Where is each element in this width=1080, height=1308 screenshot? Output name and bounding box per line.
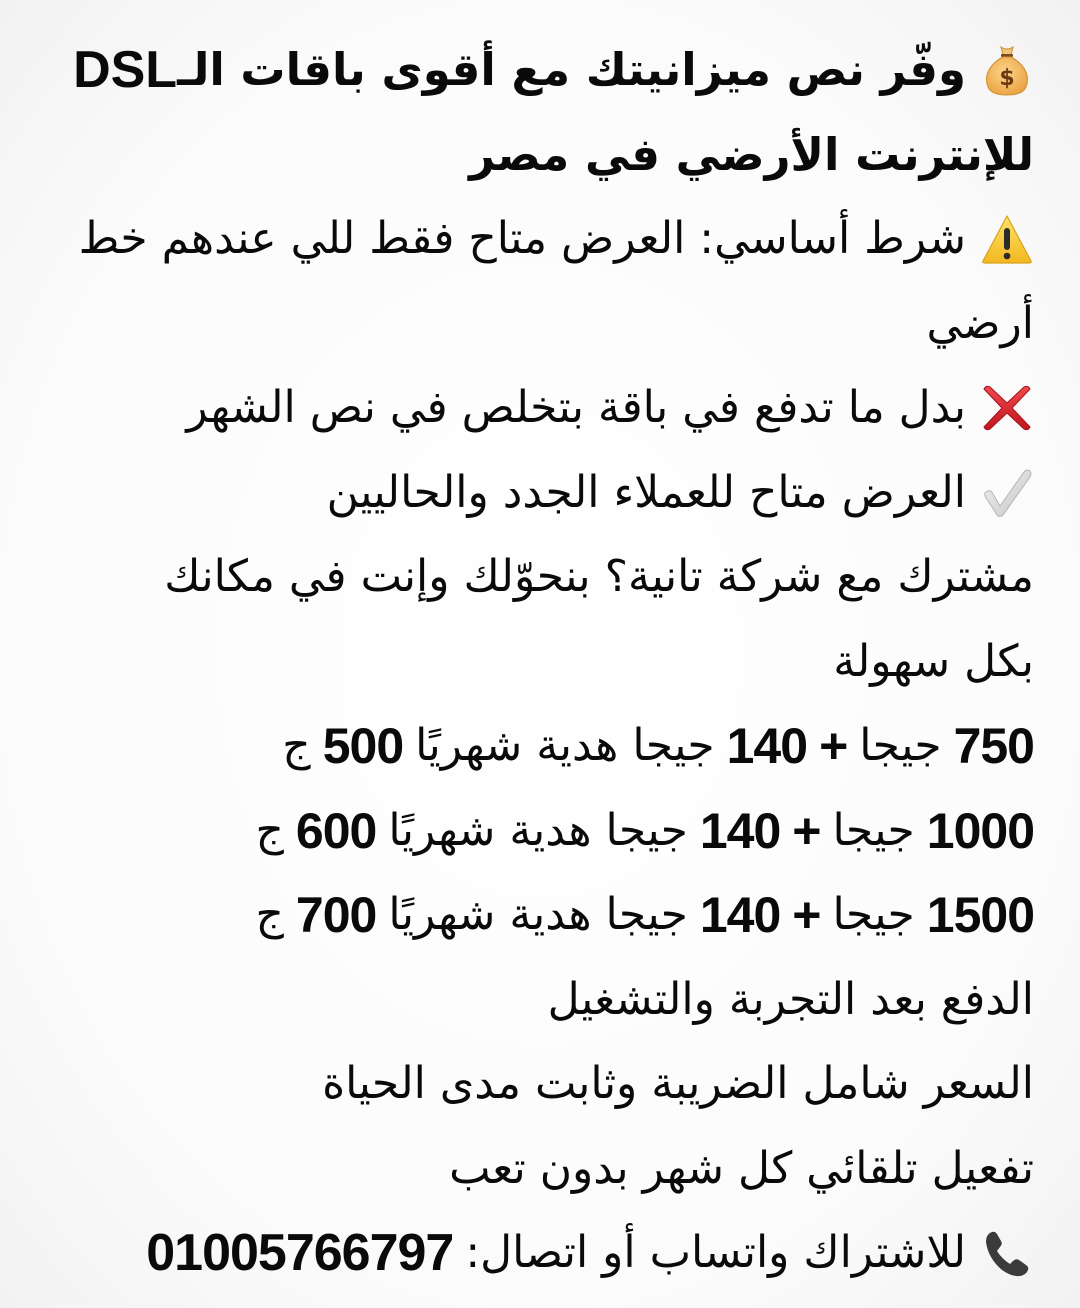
package-gb: 1000 bbox=[926, 802, 1034, 859]
feature-line bbox=[34, 1042, 1034, 1127]
headline-text: وفّر نص ميزانيتك مع أقوى باقات الـ bbox=[177, 43, 966, 96]
package-plus: + bbox=[819, 718, 848, 774]
money-bag-icon bbox=[980, 43, 1034, 97]
package-price: 600 bbox=[295, 802, 377, 859]
problem-line bbox=[34, 366, 1034, 451]
contact-phone-number[interactable]: 01005766797 bbox=[146, 1224, 454, 1282]
availability-text: العرض متاح للعملاء الجدد والحاليين bbox=[326, 466, 966, 518]
check-mark-icon bbox=[980, 466, 1034, 520]
package-gb-unit: جيجا bbox=[832, 889, 915, 940]
switching-line-2 bbox=[34, 620, 1034, 705]
feature-line bbox=[34, 1127, 1034, 1212]
contact-line bbox=[34, 1211, 1034, 1296]
headline-subtext: للإنترنت الأرضي في مصر bbox=[469, 127, 1034, 181]
problem-text: بدل ما تدفع في باقة بتخلص في نص الشهر bbox=[186, 382, 966, 433]
package-plus: + bbox=[792, 802, 821, 859]
package-currency: ج bbox=[282, 720, 311, 771]
package-row bbox=[34, 704, 1034, 789]
package-row bbox=[34, 873, 1034, 958]
package-currency: ج bbox=[255, 889, 284, 940]
post-body bbox=[34, 28, 1034, 1296]
package-currency: ج bbox=[255, 804, 284, 856]
package-price: 700 bbox=[295, 887, 377, 943]
feature-text: الدفع بعد التجربة والتشغيل bbox=[547, 973, 1034, 1025]
package-price: 500 bbox=[322, 718, 404, 774]
package-bonus-text: جيجا هدية شهريًا bbox=[415, 720, 715, 771]
condition-text-continued: أرضي bbox=[926, 297, 1034, 349]
package-gb: 750 bbox=[953, 718, 1034, 774]
package-bonus-text: جيجا هدية شهريًا bbox=[388, 804, 688, 856]
feature-line bbox=[34, 958, 1034, 1043]
switching-text-continued: بكل سهولة bbox=[833, 635, 1034, 687]
warning-icon bbox=[980, 212, 1034, 266]
availability-line bbox=[34, 451, 1034, 536]
feature-text: تفعيل تلقائي كل شهر بدون تعب bbox=[449, 1142, 1034, 1194]
package-bonus-gb: 140 bbox=[726, 718, 808, 774]
package-gb: 1500 bbox=[926, 887, 1034, 943]
package-bonus-gb: 140 bbox=[699, 887, 781, 943]
condition-line-2 bbox=[34, 282, 1034, 367]
package-gb-unit: جيجا bbox=[832, 804, 915, 856]
package-gb-unit: جيجا bbox=[859, 720, 942, 771]
package-bonus-text: جيجا هدية شهريًا bbox=[388, 889, 688, 940]
package-row bbox=[34, 789, 1034, 874]
headline-line-2 bbox=[34, 113, 1034, 198]
headline-line-1 bbox=[34, 28, 1034, 113]
switching-text: مشترك مع شركة تانية؟ بنحوّلك وإنت في مكانك bbox=[164, 551, 1034, 602]
feature-text: السعر شامل الضريبة وثابت مدى الحياة bbox=[322, 1058, 1034, 1109]
condition-line-1 bbox=[34, 197, 1034, 282]
contact-label: للاشتراك واتساب أو اتصال: bbox=[465, 1227, 966, 1278]
telephone-icon bbox=[980, 1226, 1034, 1280]
condition-text: شرط أساسي: العرض متاح فقط للي عندهم خط bbox=[78, 213, 966, 264]
svg-text:$: $ bbox=[999, 66, 1015, 92]
package-plus: + bbox=[792, 887, 821, 943]
switching-line-1 bbox=[34, 535, 1034, 620]
red-x-icon bbox=[980, 381, 1034, 435]
package-bonus-gb: 140 bbox=[699, 802, 781, 859]
dsl-brand-text: DSL bbox=[73, 41, 178, 99]
